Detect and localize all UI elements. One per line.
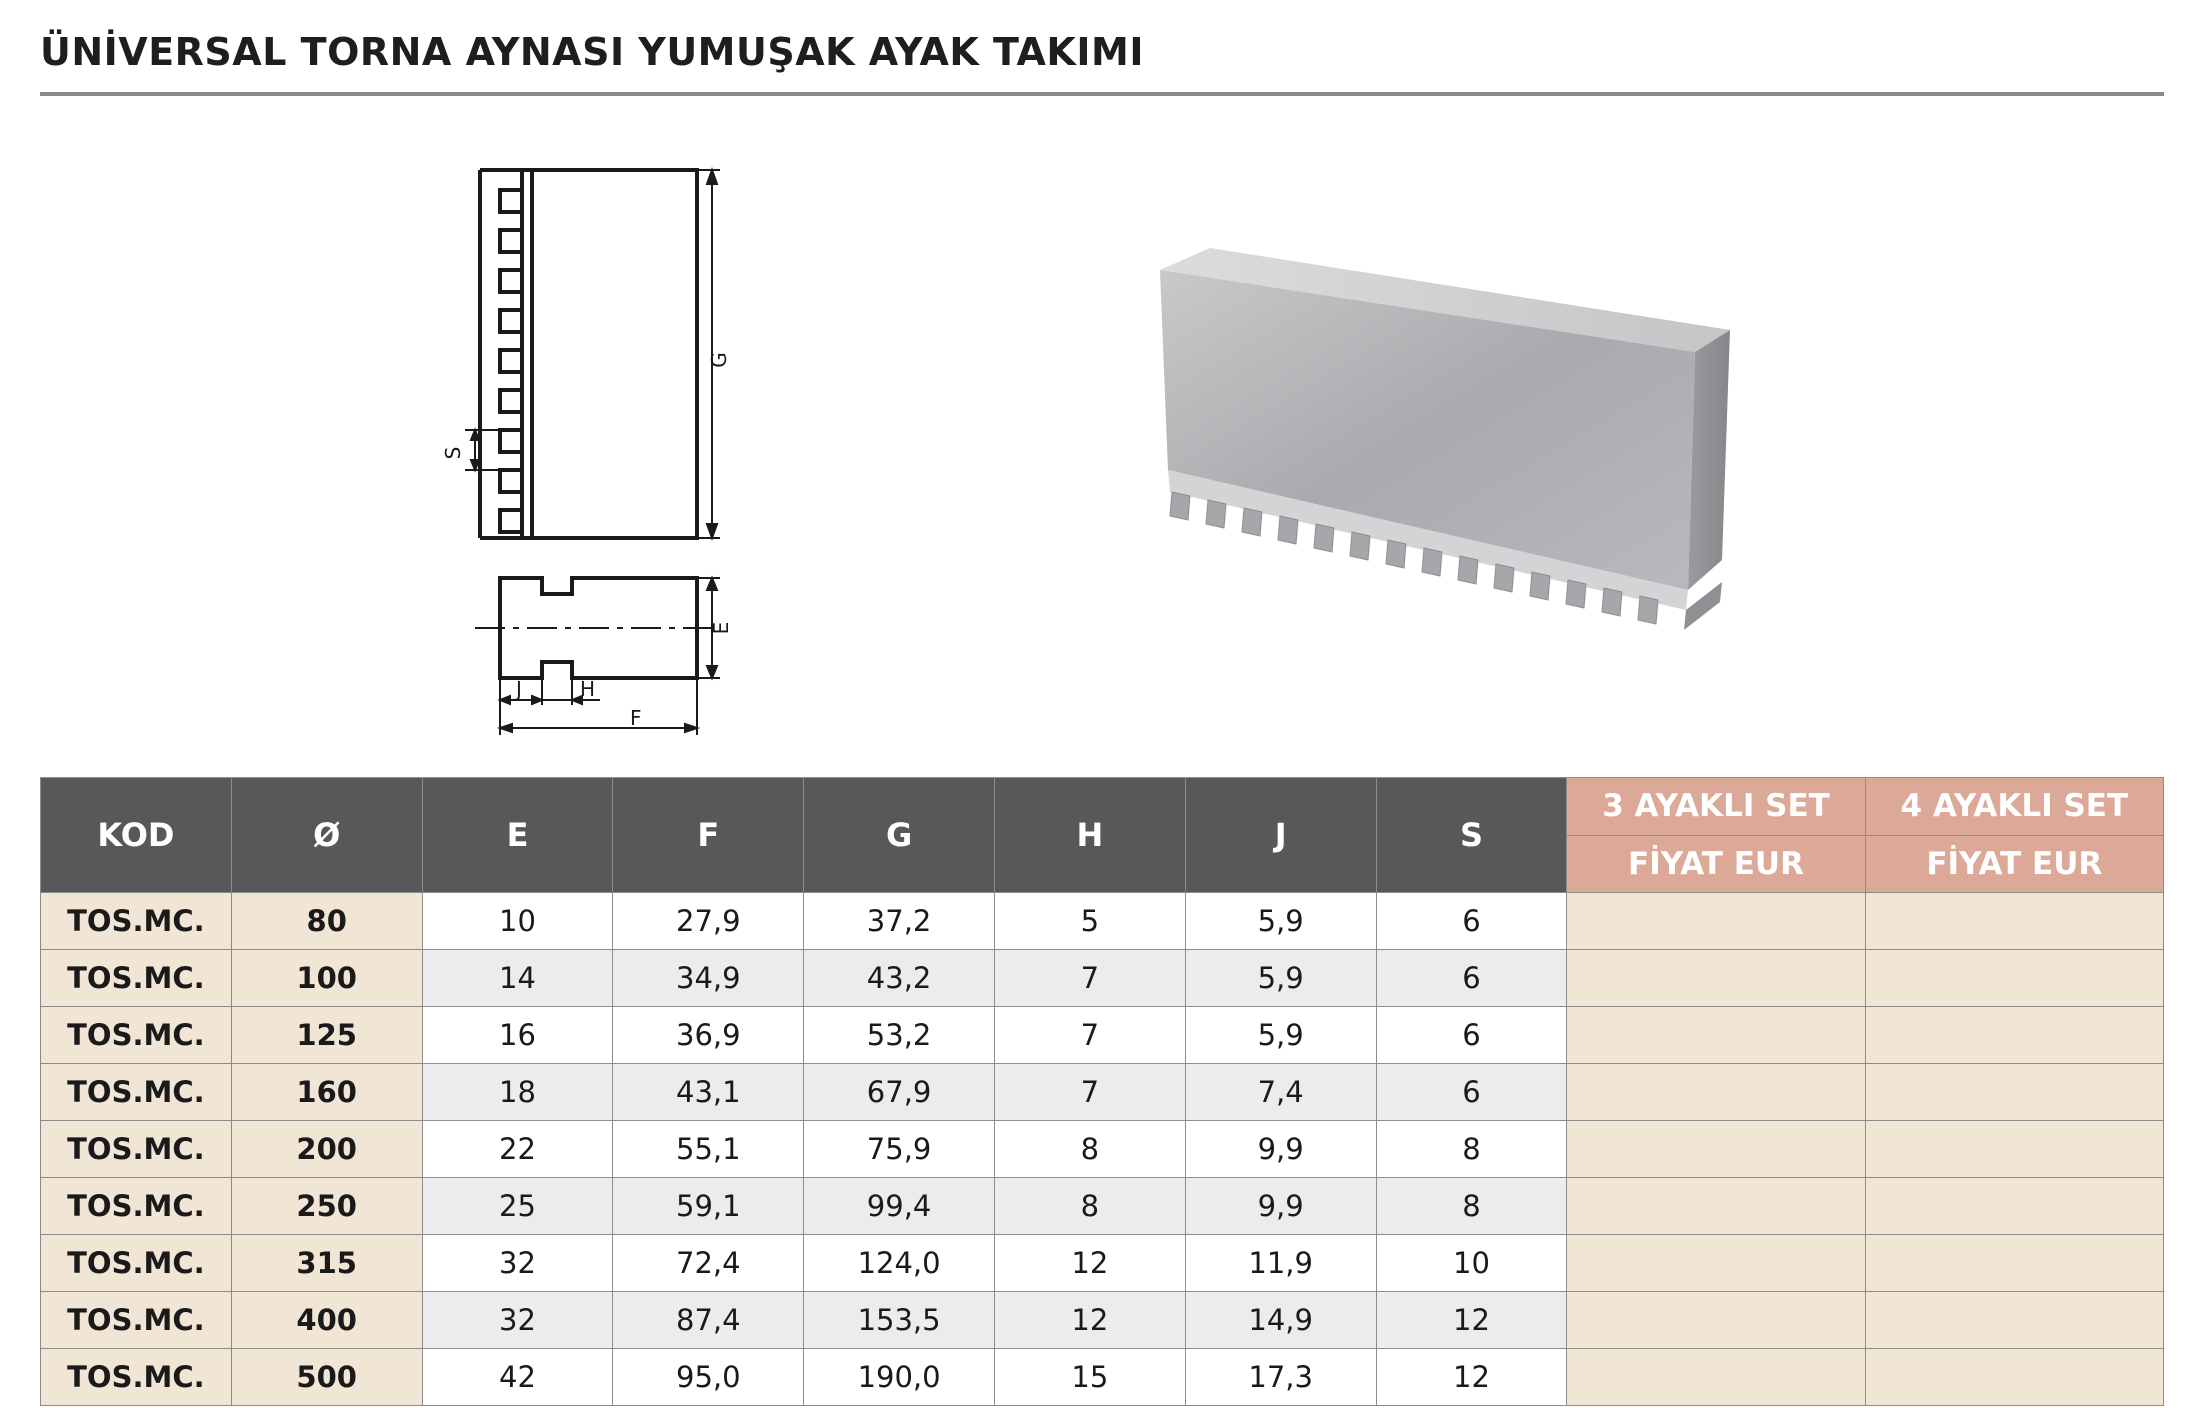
e-cell: 32	[422, 1292, 613, 1349]
diameter-cell: 315	[231, 1235, 422, 1292]
header-4-jaw-set: 4 AYAKLI SET	[1865, 778, 2163, 836]
price-4-jaw-cell	[1865, 1007, 2163, 1064]
header-3-jaw-set: 3 AYAKLI SET	[1567, 778, 1865, 836]
kod-cell: TOS.MC.	[41, 1235, 232, 1292]
price-3-jaw-cell	[1567, 1292, 1865, 1349]
g-cell: 53,2	[804, 1007, 995, 1064]
title-divider	[40, 92, 2164, 96]
g-cell: 99,4	[804, 1178, 995, 1235]
dim-label-g: G	[707, 352, 731, 368]
diameter-cell: 500	[231, 1349, 422, 1406]
price-3-jaw-cell	[1567, 1121, 1865, 1178]
j-cell: 5,9	[1185, 950, 1376, 1007]
price-3-jaw-cell	[1567, 1235, 1865, 1292]
j-cell: 5,9	[1185, 1007, 1376, 1064]
price-3-jaw-cell	[1567, 893, 1865, 950]
dim-label-f: F	[630, 706, 642, 730]
table-row	[41, 893, 2164, 950]
e-cell: 22	[422, 1121, 613, 1178]
table-row	[41, 1349, 2164, 1406]
e-cell: 42	[422, 1349, 613, 1406]
s-cell: 10	[1376, 1235, 1567, 1292]
price-3-jaw-cell	[1567, 950, 1865, 1007]
h-cell: 7	[994, 1007, 1185, 1064]
header-diameter: Ø	[231, 778, 422, 893]
table-row	[41, 1007, 2164, 1064]
header-e: E	[422, 778, 613, 893]
header-3-jaw-price: FİYAT EUR	[1567, 835, 1865, 893]
j-cell: 14,9	[1185, 1292, 1376, 1349]
header-s: S	[1376, 778, 1567, 893]
f-cell: 95,0	[613, 1349, 804, 1406]
j-cell: 9,9	[1185, 1178, 1376, 1235]
h-cell: 12	[994, 1235, 1185, 1292]
g-cell: 67,9	[804, 1064, 995, 1121]
diameter-cell: 125	[231, 1007, 422, 1064]
jaw-technical-drawing	[430, 150, 850, 740]
price-4-jaw-cell	[1865, 1235, 2163, 1292]
h-cell: 15	[994, 1349, 1185, 1406]
j-cell: 11,9	[1185, 1235, 1376, 1292]
soft-jaw-product-photo	[1140, 230, 1760, 690]
price-3-jaw-cell	[1567, 1064, 1865, 1121]
s-cell: 6	[1376, 1007, 1567, 1064]
h-cell: 7	[994, 1064, 1185, 1121]
j-cell: 5,9	[1185, 893, 1376, 950]
f-cell: 27,9	[613, 893, 804, 950]
h-cell: 5	[994, 893, 1185, 950]
price-4-jaw-cell	[1865, 1064, 2163, 1121]
header-kod: KOD	[41, 778, 232, 893]
h-cell: 8	[994, 1121, 1185, 1178]
page-title: ÜNİVERSAL TORNA AYNASI YUMUŞAK AYAK TAKIMI	[40, 30, 1144, 74]
s-cell: 6	[1376, 950, 1567, 1007]
f-cell: 72,4	[613, 1235, 804, 1292]
dim-label-j: J	[516, 677, 522, 701]
e-cell: 14	[422, 950, 613, 1007]
s-cell: 8	[1376, 1178, 1567, 1235]
g-cell: 190,0	[804, 1349, 995, 1406]
price-4-jaw-cell	[1865, 1292, 2163, 1349]
f-cell: 36,9	[613, 1007, 804, 1064]
g-cell: 43,2	[804, 950, 995, 1007]
s-cell: 6	[1376, 893, 1567, 950]
price-4-jaw-cell	[1865, 893, 2163, 950]
table-row	[41, 1292, 2164, 1349]
kod-cell: TOS.MC.	[41, 1292, 232, 1349]
f-cell: 55,1	[613, 1121, 804, 1178]
j-cell: 9,9	[1185, 1121, 1376, 1178]
diameter-cell: 400	[231, 1292, 422, 1349]
h-cell: 8	[994, 1178, 1185, 1235]
table-row	[41, 1064, 2164, 1121]
s-cell: 12	[1376, 1292, 1567, 1349]
f-cell: 43,1	[613, 1064, 804, 1121]
price-4-jaw-cell	[1865, 1121, 2163, 1178]
e-cell: 16	[422, 1007, 613, 1064]
g-cell: 37,2	[804, 893, 995, 950]
kod-cell: TOS.MC.	[41, 1121, 232, 1178]
jaw-teeth	[500, 190, 522, 532]
price-4-jaw-cell	[1865, 1349, 2163, 1406]
diameter-cell: 250	[231, 1178, 422, 1235]
s-cell: 6	[1376, 1064, 1567, 1121]
diameter-cell: 200	[231, 1121, 422, 1178]
f-cell: 87,4	[613, 1292, 804, 1349]
g-cell: 75,9	[804, 1121, 995, 1178]
price-4-jaw-cell	[1865, 950, 2163, 1007]
diameter-cell: 80	[231, 893, 422, 950]
table-row	[41, 950, 2164, 1007]
g-cell: 124,0	[804, 1235, 995, 1292]
kod-cell: TOS.MC.	[41, 893, 232, 950]
header-g: G	[804, 778, 995, 893]
diameter-cell: 100	[231, 950, 422, 1007]
kod-cell: TOS.MC.	[41, 1007, 232, 1064]
e-cell: 25	[422, 1178, 613, 1235]
e-cell: 10	[422, 893, 613, 950]
price-3-jaw-cell	[1567, 1349, 1865, 1406]
s-cell: 8	[1376, 1121, 1567, 1178]
kod-cell: TOS.MC.	[41, 950, 232, 1007]
jaw-side-outline	[522, 170, 697, 538]
g-cell: 153,5	[804, 1292, 995, 1349]
header-h: H	[994, 778, 1185, 893]
table-row	[41, 1121, 2164, 1178]
table-row	[41, 1178, 2164, 1235]
j-cell: 17,3	[1185, 1349, 1376, 1406]
e-cell: 18	[422, 1064, 613, 1121]
f-cell: 34,9	[613, 950, 804, 1007]
e-cell: 32	[422, 1235, 613, 1292]
price-3-jaw-cell	[1567, 1007, 1865, 1064]
dim-label-s: S	[441, 446, 465, 460]
header-j: J	[1185, 778, 1376, 893]
header-f: F	[613, 778, 804, 893]
kod-cell: TOS.MC.	[41, 1178, 232, 1235]
price-3-jaw-cell	[1567, 1178, 1865, 1235]
s-cell: 12	[1376, 1349, 1567, 1406]
h-cell: 7	[994, 950, 1185, 1007]
h-cell: 12	[994, 1292, 1185, 1349]
kod-cell: TOS.MC.	[41, 1064, 232, 1121]
dim-label-h: H	[580, 677, 596, 701]
diameter-cell: 160	[231, 1064, 422, 1121]
kod-cell: TOS.MC.	[41, 1349, 232, 1406]
price-4-jaw-cell	[1865, 1178, 2163, 1235]
f-cell: 59,1	[613, 1178, 804, 1235]
spec-table	[40, 777, 2164, 1406]
dim-label-e: E	[709, 621, 733, 635]
table-row	[41, 1235, 2164, 1292]
j-cell: 7,4	[1185, 1064, 1376, 1121]
header-4-jaw-price: FİYAT EUR	[1865, 835, 2163, 893]
spec-table-body	[41, 893, 2164, 1406]
